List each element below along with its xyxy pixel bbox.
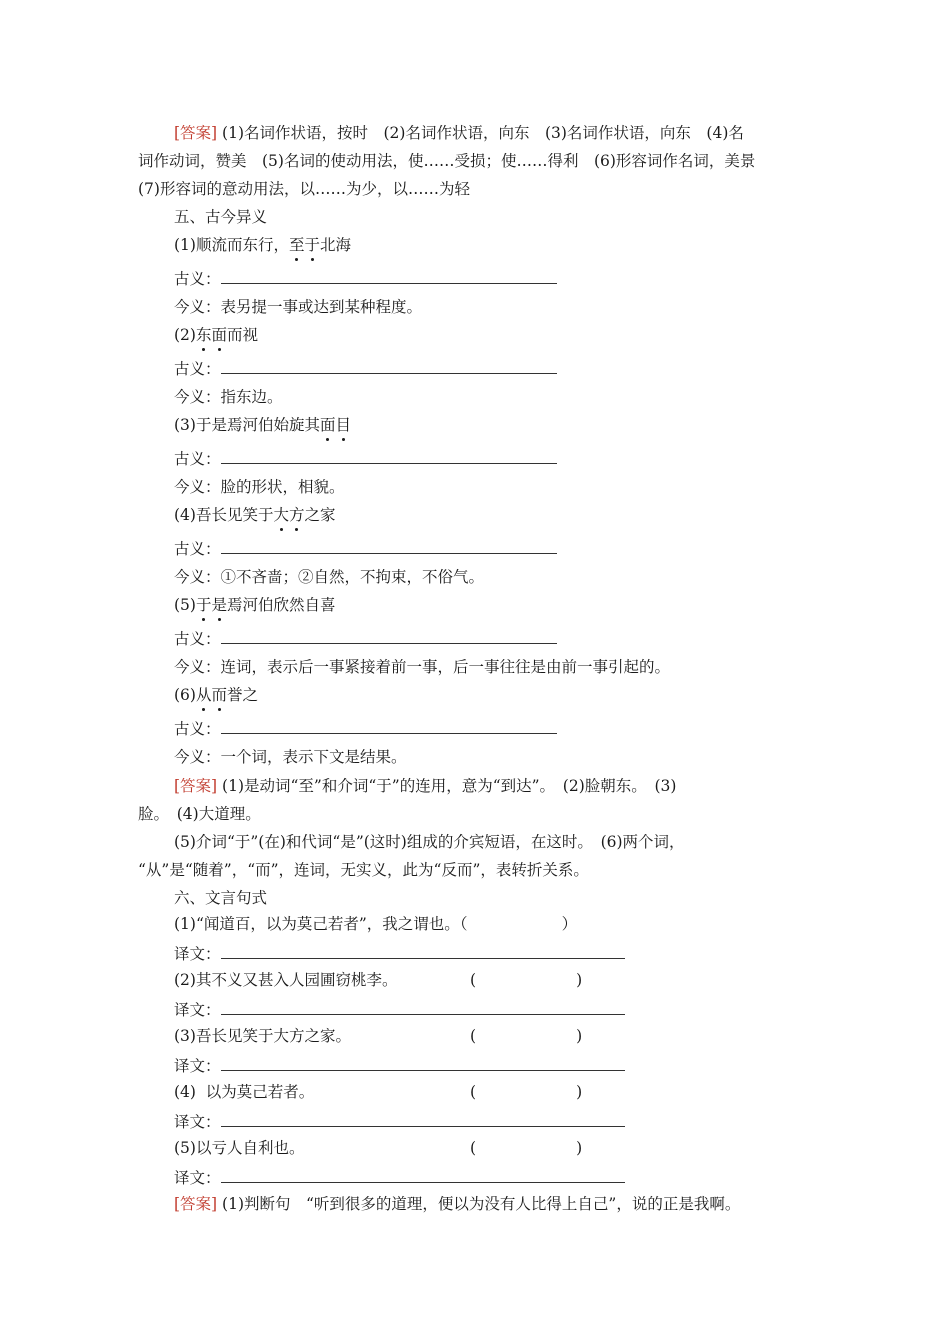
sec4-answer-line2: 词作动词，赞美 (5)名词的使动用法，使……受损；使……得利 (6)形容词作名词，美景 — [138, 152, 756, 170]
sec5-answer-line3: (5)介词“于”(在)和代词“是”(这时)组成的介宾短语，在这时。 (6)两个词， — [174, 833, 685, 851]
sec5-jin-5: 今义：连词，表示后一事紧接着前一事，后一事往往是由前一事引起的。 — [174, 658, 671, 676]
sec5-item-5: (5)于是焉河伯欣然自喜 — [174, 596, 336, 614]
translation-blank[interactable] — [221, 1002, 625, 1015]
sec6-item-5: (5)以亏人自利也。 ( ) — [174, 1139, 583, 1157]
answer-blank[interactable] — [221, 271, 557, 284]
translation-blank[interactable] — [221, 1058, 625, 1071]
sec6-yi-3: 译文： — [174, 1056, 625, 1076]
translation-blank[interactable] — [221, 946, 625, 959]
sec5-title: 五、古今异义 — [174, 208, 268, 226]
sec5-item-2: (2)东面而视 — [174, 326, 259, 344]
sec5-answer-line4: “从”是“随着”，“而”，连词，无实义，此为“反而”，表转折关系。 — [138, 861, 589, 879]
sec5-jin-4: 今义：①不吝啬；②自然，不拘束，不俗气。 — [174, 568, 485, 586]
sec5-gu-1: 古义： — [174, 269, 557, 289]
answer-blank[interactable] — [221, 451, 557, 464]
sec6-item-3: (3)吾长见笑于大方之家。 ( ) — [174, 1027, 583, 1045]
sec5-item-4: (4)吾长见笑于大方之家 — [174, 506, 336, 524]
sec6-item-1: (1)“闻道百，以为莫己若者”，我之谓也。（ ） — [174, 915, 578, 933]
sec5-jin-1: 今义：表另提一事或达到某种程度。 — [174, 298, 423, 316]
sec5-answer-line1: [答案] (1)是动词“至”和介词“于”的连用，意为“到达”。 (2)脸朝东。 (3) — [174, 777, 677, 795]
sec5-jin-6: 今义：一个词，表示下文是结果。 — [174, 748, 407, 766]
sec6-yi-1: 译文： — [174, 944, 625, 964]
sec5-jin-3: 今义：脸的形状，相貌。 — [174, 478, 345, 496]
answer-tag: [答案] — [174, 124, 218, 142]
sec5-gu-6: 古义： — [174, 719, 557, 739]
sec5-item-1: (1)顺流而东行，至于北海 — [174, 236, 352, 254]
sec5-gu-2: 古义： — [174, 359, 557, 379]
translation-blank[interactable] — [221, 1170, 625, 1183]
sec6-yi-4: 译文： — [174, 1112, 625, 1132]
answer-blank[interactable] — [221, 631, 557, 644]
sec6-item-4: (4) 以为莫己若者。 ( ) — [174, 1083, 583, 1101]
sec5-item-3: (3)于是焉河伯始旋其面目 — [174, 416, 351, 434]
sec5-gu-5: 古义： — [174, 629, 557, 649]
sec5-gu-4: 古义： — [174, 539, 557, 559]
sec4-answer-line1: [答案] (1)名词作状语，按时 (2)名词作状语，向东 (3)名词作状语，向东 (4)名 — [174, 124, 744, 142]
answer-blank[interactable] — [221, 361, 557, 374]
sec5-gu-3: 古义： — [174, 449, 557, 469]
sec4-answer-line3: (7)形容词的意动用法，以……为少，以……为轻 — [138, 180, 470, 198]
sec6-answer-line1: [答案] (1)判断句 “听到很多的道理，便以为没有人比得上自己”，说的正是我啊。 — [174, 1195, 741, 1213]
sec6-yi-2: 译文： — [174, 1000, 625, 1020]
sec5-item-6: (6)从而誉之 — [174, 686, 259, 704]
sec6-item-2: (2)其不义又甚入人园圃窃桃李。 ( ) — [174, 971, 583, 989]
sec5-answer-line2: 脸。 (4)大道理。 — [138, 805, 261, 823]
translation-blank[interactable] — [221, 1114, 625, 1127]
answer-blank[interactable] — [221, 721, 557, 734]
sec6-yi-5: 译文： — [174, 1168, 625, 1188]
answer-blank[interactable] — [221, 541, 557, 554]
sec6-title: 六、文言句式 — [174, 889, 268, 907]
sec5-jin-2: 今义：指东边。 — [174, 388, 283, 406]
